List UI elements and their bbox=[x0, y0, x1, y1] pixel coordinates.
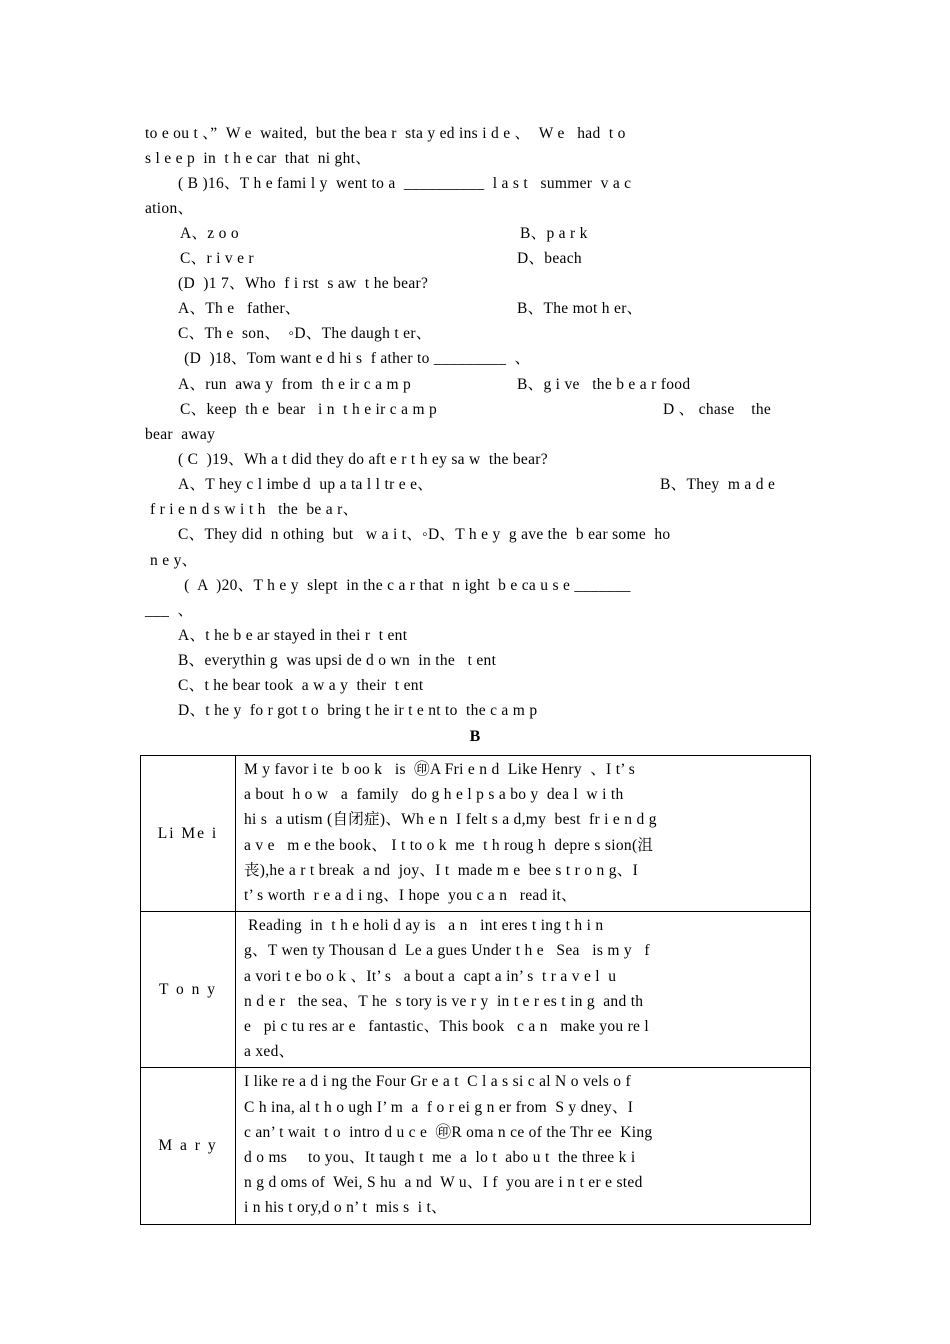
review-line: a xed、 bbox=[244, 1043, 295, 1061]
table-row bbox=[141, 756, 811, 912]
table-row bbox=[141, 1068, 811, 1224]
review-text bbox=[236, 912, 811, 1068]
review-line: e pi c tu res ar e fantastic、This book c a n make you re l bbox=[244, 1018, 650, 1036]
review-line: n d e r the sea、T he s tory is ve r y in t e r es t in g and th bbox=[244, 992, 644, 1010]
question-20-option-d: D、t he y fo r got t o bring t he ir t e nt to the c a m p bbox=[178, 702, 538, 719]
question-16-stem-cont: ation、 bbox=[145, 200, 194, 217]
question-16-option-d: D、beach bbox=[517, 250, 582, 267]
question-18-option-d-cont: bear away bbox=[145, 426, 216, 443]
review-line: a vori t e bo o k 、It’ s a bout a capt a in’ s t r a v e l u bbox=[244, 967, 617, 985]
review-line: M y favor i te b oo k is ㊞A Fri e n d Like Henry 、I t’ s bbox=[244, 761, 636, 778]
passage-line: to e ou t 、” W e waited, but the bea r sta y ed ins i d e 、 W e had t o bbox=[145, 125, 626, 142]
review-line: 丧),he a r t break a nd joy、I t made m e bee s t r o n g、I bbox=[244, 861, 639, 879]
question-19-option-d-cont: n e y、 bbox=[150, 552, 198, 569]
book-review-table bbox=[140, 755, 811, 1225]
review-text bbox=[236, 1068, 811, 1224]
question-17-option-cd: C、Th e son、 ◦D、The daugh t er、 bbox=[178, 325, 432, 342]
question-20-option-b: B、everythin g was upsi de d o wn in the t ent bbox=[178, 652, 497, 669]
review-line: i n his t ory,d o n’ t mis s i t、 bbox=[244, 1199, 447, 1217]
question-20-stem: ( A )20、T h e y slept in the c a r that n ight b e ca u s e _______ bbox=[180, 577, 631, 594]
question-16-option-a: A、z o o bbox=[180, 225, 239, 242]
question-17-option-a: A、Th e father、 bbox=[178, 300, 301, 317]
question-19-stem: ( C )19、Wh a t did they do aft e r t h ey sa w the bear? bbox=[178, 451, 548, 468]
question-20-stem-cont: ___ 、 bbox=[145, 602, 194, 619]
question-17-stem: (D )1 7、Who f i rst s aw t he bear? bbox=[178, 275, 429, 292]
review-text bbox=[236, 756, 811, 912]
question-19-option-b: B、They m a d e bbox=[660, 476, 776, 493]
question-20-option-a: A、t he b e ar stayed in thei r t ent bbox=[178, 627, 408, 644]
section-b-heading: B bbox=[469, 728, 481, 745]
review-line: a v e m e the book、 I t to o k me t h roug h depre s sion(沮 bbox=[244, 836, 654, 854]
question-18-stem: (D )18、Tom want e d hi s f ather to _________ 、 bbox=[180, 350, 531, 367]
question-19-option-cd: C、They did n othing but w a i t、◦D、T h e y g ave the b ear some ho bbox=[178, 526, 671, 543]
question-18-option-c: C、keep th e bear i n t h e ir c a m p bbox=[180, 401, 438, 418]
review-line: n g d oms of Wei, S hu a nd W u、I f you are i n t er e sted bbox=[244, 1174, 643, 1192]
review-line: a bout h o w a family do g h e l p s a bo y dea l w i th bbox=[244, 786, 624, 804]
question-16-option-b: B、p a r k bbox=[520, 225, 588, 242]
question-18-option-b: B、g i ve the b e a r food bbox=[517, 376, 691, 393]
review-line: C h ina, al t h o ugh I’ m a f o r ei g n er from S y dney、I bbox=[244, 1098, 634, 1116]
question-19-option-b-cont: f r i e n d s w i t h the be a r、 bbox=[150, 501, 359, 518]
review-line: t’ s worth r e a d i ng、I hope you c a n read it、 bbox=[244, 887, 577, 905]
reviewer-name: M a r y bbox=[141, 1068, 236, 1224]
question-16-option-c: C、r i v e r bbox=[180, 250, 254, 267]
passage-line: s l e e p in t h e car that ni ght、 bbox=[145, 150, 372, 167]
review-line: d o ms to you、It taugh t me a lo t abo u t the three k i bbox=[244, 1149, 636, 1167]
review-line: hi s a utism (自闭症)、Wh e n I felt s a d,my best fr i e n d g bbox=[244, 811, 657, 829]
question-16-stem: ( B )16、T h e fami l y went to a __________ l a s t summer v a c bbox=[178, 175, 632, 192]
question-18-option-d: D 、 chase the bbox=[663, 401, 772, 418]
reviewer-name: Li Me i bbox=[141, 756, 236, 912]
reviewer-name: T o n y bbox=[141, 912, 236, 1068]
question-18-option-a: A、run awa y from th e ir c a m p bbox=[178, 376, 412, 393]
review-line: c an’ t wait t o intro d u c e ㊞R oma n ce of the Thr ee King bbox=[244, 1123, 653, 1141]
review-line: g、T wen ty Thousan d Le a gues Under t h e Sea is m y f bbox=[244, 942, 650, 960]
question-17-option-b: B、The mot h er、 bbox=[517, 300, 643, 317]
review-line: I like re a d i ng the Four Gr e a t C l a s si c al N o vels o f bbox=[244, 1073, 631, 1091]
question-19-option-a: A、T hey c l imbe d up a ta l l tr e e、 bbox=[178, 476, 434, 493]
question-20-option-c: C、t he bear took a w a y their t ent bbox=[178, 677, 424, 694]
review-line: Reading in t h e holi d ay is a n int eres t ing t h i n bbox=[244, 917, 604, 935]
table-row bbox=[141, 912, 811, 1068]
